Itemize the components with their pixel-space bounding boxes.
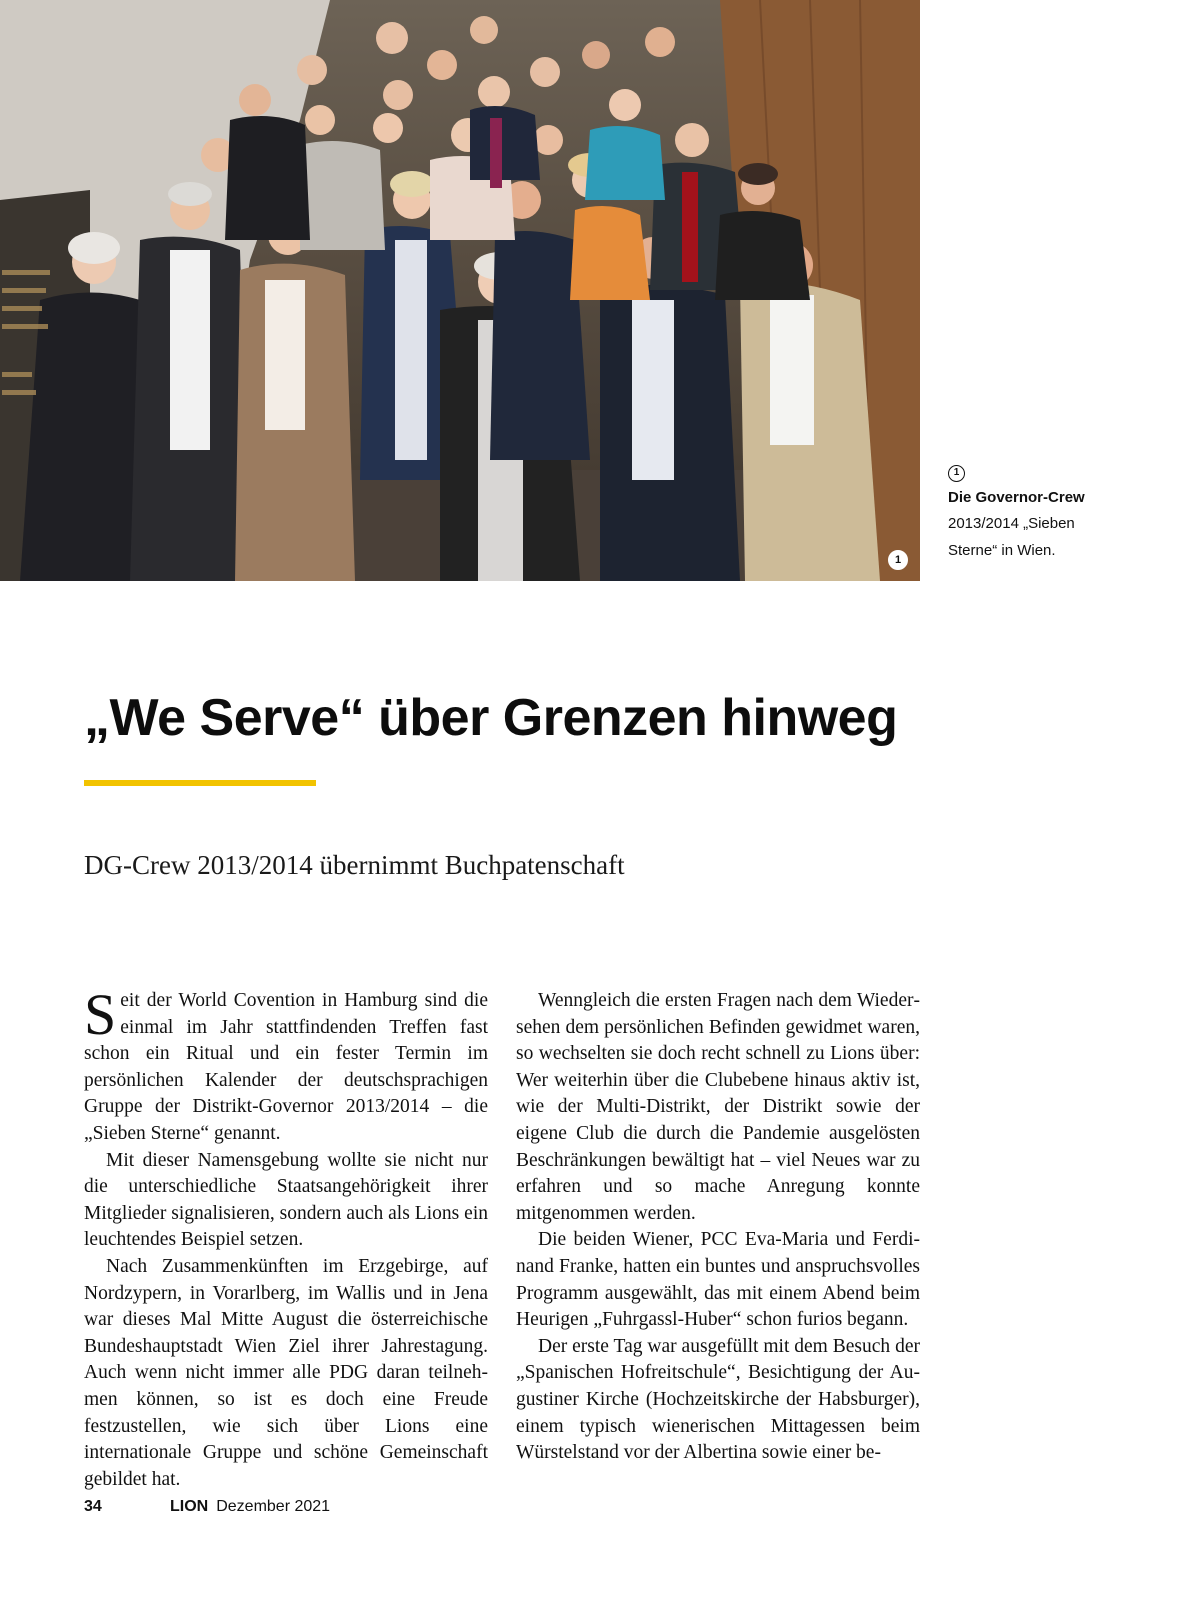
magazine-name: LION [170,1498,209,1515]
page-footer [84,1498,330,1516]
group-photo [0,0,920,581]
body-paragraph: Wenngleich die ersten Fragen nach dem Wiedersehen dem persönlichen Befinden gewidmet waren, so wechselten sie doch recht schnell zu Lions über: Wer weiterhin über die Clubebene hinaus aktiv ist, wie der Multi-Distrikt, der Distrikt sowie der eigene Club die durch die Pandemie ausgelösten Beschränkungen bewältigt hat – viel Neues war zu erfahren und so mache Anregung konnte mitgenommen werden. [516,990,920,1224]
accent-rule [84,780,316,786]
body-paragraph: Der erste Tag war ausgefüllt mit dem Besuch der „Spanischen Hofreitschule“, Besichtigung der Augustiner Kirche (Hochzeitskirche der Habsburger), einem typisch wienerischen Mittagessen beim Würstelstand vor der Albertina sowie einer be- [516,1335,920,1464]
caption-text: 2013/2014 „Sieben Sterne“ in Wien. [948,515,1075,559]
caption-bold-text: Die Governor-Crew [948,488,1085,506]
caption-number-badge: 1 [948,465,965,482]
body-paragraph: Die beiden Wiener, PCC Eva-Maria und Ferdinand Franke, hatten ein buntes und anspruchsvolles Programm ausgewählt, das mit einem Abend beim Heurigen „Fuhrgassl-Huber“ schon furios begann. [516,1229,920,1331]
photo-number-badge: 1 [888,550,908,570]
body-paragraph: Seit der World Covention in Hamburg sind die einmal im Jahr stattfindenden Treffen fast schon ein Ritual und ein fester Termin im persönlichen Kalender der deutschsprachigen Gruppe der Distrikt-Governor 2013/2014 – die „Sieben Sterne“ genannt. [84,982,488,1144]
body-paragraph: Mit dieser Namensgebung wollte sie nicht nur die unterschiedliche Staatsangehörigkeit ihrer Mitglieder signalisieren, sondern auch als Lions ein leuchtendes Beispiel setzen. [84,1149,488,1251]
photo-caption [948,458,1168,564]
issue-date: Dezember 2021 [216,1498,331,1515]
body-paragraph: Nach Zusammenkünften im Erzgebirge, auf Nordzypern, in Vorarlberg, im Wallis und in Jena war dieses Mal Mitte August die österreichische Bundeshauptstadt Wien Ziel ihrer Jahrestagung. Auch wenn nicht immer alle PDG daran teilnehmen können, so ist es doch eine Freude festzustellen, wie sich über Lions eine internationale Gruppe und schöne Gemeinschaft gebildet hat. [84,1255,488,1490]
body-column-right [516,988,920,1467]
drop-cap: S [84,982,117,1047]
article-headline: „We Serve“ über Grenzen hinweg [84,689,898,747]
page-number: 34 [84,1498,102,1515]
article-subtitle: DG-Crew 2013/2014 übernimmt Buchpatenschaft [84,850,625,880]
group-photo-illustration [0,0,920,581]
body-column-left [84,982,488,1493]
